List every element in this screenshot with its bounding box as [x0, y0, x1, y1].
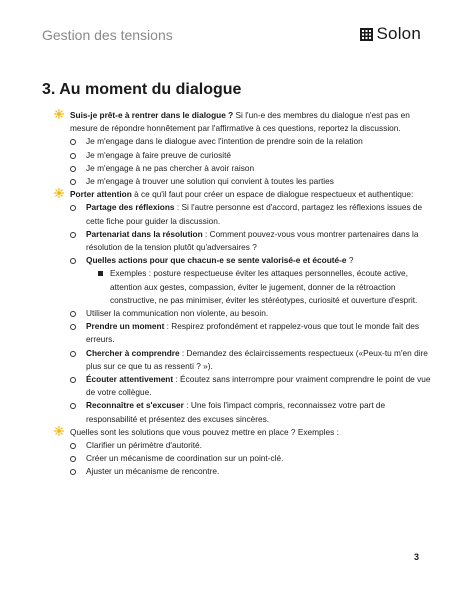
circle-bullet-icon: [70, 324, 76, 330]
sub-item-heading: Partenariat dans la résolution: [86, 228, 203, 239]
item-text: à ce qu'il faut pour créer un espace de dialogue respectueux et authentique:: [131, 189, 414, 200]
sub-item-text: : Comment pouvez-vous vous montrer partenaires dans la résolution de la tension plutôt qu'adversaires ?: [86, 228, 419, 253]
square-bullet-icon: [98, 271, 103, 276]
circle-bullet-icon: [70, 205, 76, 211]
header-title: Gestion des tensions: [42, 27, 173, 43]
sub-item-text: Ajuster un mécanisme de rencontre.: [86, 466, 220, 477]
list-item: [52, 109, 432, 135]
sub-list-item: [68, 228, 432, 254]
item-heading: Porter attention: [70, 189, 132, 200]
circle-bullet-icon: [70, 258, 76, 264]
sub-item-text: : Une fois l'impact compris, reconnaissez votre part de responsabilité et présentez des excuses sincères.: [86, 400, 386, 424]
sun-bullet-icon: [54, 426, 64, 436]
sub-item-text: Je m'engage à faire preuve de curiosité: [86, 149, 232, 160]
sub-item-heading: Quelles actions pour que chacun-e se sente valorisé-e et écouté-e: [86, 255, 347, 266]
sub-list-item: [68, 162, 432, 175]
sub-list-item: [68, 399, 432, 425]
circle-bullet-icon: [70, 456, 76, 462]
sub-item-heading: Partage des réflexions: [86, 202, 175, 213]
sub-item-heading: Écouter attentivement: [86, 374, 174, 385]
sub-list-item: [68, 201, 432, 227]
brand-name: Solon: [376, 24, 421, 43]
sub-item-text: ?: [346, 255, 354, 266]
circle-bullet-icon: [70, 403, 76, 409]
circle-bullet-icon: [70, 139, 76, 145]
circle-bullet-icon: [70, 232, 76, 238]
sub-list-item: [68, 439, 432, 452]
sub-item-heading: Prendre un moment: [86, 321, 165, 332]
sub-item-text: Je m'engage dans le dialogue avec l'intention de prendre soin de la relation: [86, 136, 363, 147]
item-heading: Suis-je prêt-e à rentrer dans le dialogue ?: [70, 110, 234, 120]
sun-bullet-icon: [54, 109, 64, 119]
circle-bullet-icon: [70, 469, 76, 475]
sub-list-item: [68, 320, 432, 346]
sub-list-item: [68, 175, 432, 188]
sub-list-item: [68, 373, 432, 399]
sub-list-item: [68, 347, 432, 373]
sub-list-item: [68, 135, 432, 148]
section-content: [52, 109, 432, 479]
section-title: 3. Au moment du dialogue: [42, 81, 242, 98]
circle-bullet-icon: [70, 311, 76, 317]
brand: [360, 24, 421, 44]
sub-item-heading: Reconnaître et s'excuser: [86, 400, 184, 411]
circle-bullet-icon: [70, 166, 76, 172]
circle-bullet-icon: [70, 377, 76, 383]
sun-bullet-icon: [54, 188, 64, 198]
sub-item-text: : Respirez profondément et rappelez-vous que tout le monde fait des erreurs.: [86, 321, 419, 345]
list-item: [52, 188, 432, 201]
sub-list-item: [68, 254, 432, 267]
sub-list-item: [68, 465, 432, 478]
sub-item-text: : Si l'autre personne est d'accord, partagez les réflexions issues de cette fiche pour guider la discussion.: [86, 202, 423, 226]
circle-bullet-icon: [70, 351, 76, 357]
sub-item-text: Utiliser la communication non violente, au besoin.: [86, 308, 269, 319]
sub-sub-item-text: Exemples : posture respectueuse éviter les attaques personnelles, écoute active, attention aux gestes, compassion, éviter le jugement, donner de la rétroaction constructive, ne pas minimiser, éviter les stéréotypes, curiosité et ouverture d'esprit.: [110, 268, 418, 305]
sub-list-item: [68, 452, 432, 465]
sub-item-text: Clarifier un périmètre d'autorité.: [86, 440, 202, 451]
sub-item-heading: Chercher à comprendre: [86, 347, 180, 358]
circle-bullet-icon: [70, 153, 76, 159]
circle-bullet-icon: [70, 179, 76, 185]
page-number: 3: [414, 552, 420, 562]
sub-item-text: : Écoutez sans interrompre pour vraiment comprendre le point de vue de votre collègue.: [86, 374, 431, 398]
sub-item-text: Créer un mécanisme de coordination sur un point-clé.: [86, 453, 284, 464]
item-text: Si l'un-e des membres du dialogue n'est pas en mesure de répondre honnêtement par l'affirmative à ces questions, reportez la discussion.: [70, 110, 410, 134]
circle-bullet-icon: [70, 443, 76, 449]
sub-list-item: [68, 307, 432, 320]
list-item: [52, 426, 432, 439]
sub-item-text: Je m'engage à trouver une solution qui convient à toutes les parties: [86, 176, 334, 187]
sub-item-text: : Demandez des éclaircissements respectueux («Peux-tu m'en dire plus sur ce que tu as ressenti ? »).: [86, 347, 428, 371]
sub-item-text: Je m'engage à ne pas chercher à avoir raison: [86, 162, 255, 173]
grid-logo-icon: [360, 28, 373, 41]
sub-sub-list-item: [98, 267, 432, 307]
item-text: Quelles sont les solutions que vous pouvez mettre en place ? Exemples :: [70, 426, 339, 437]
sub-list-item: [68, 149, 432, 162]
